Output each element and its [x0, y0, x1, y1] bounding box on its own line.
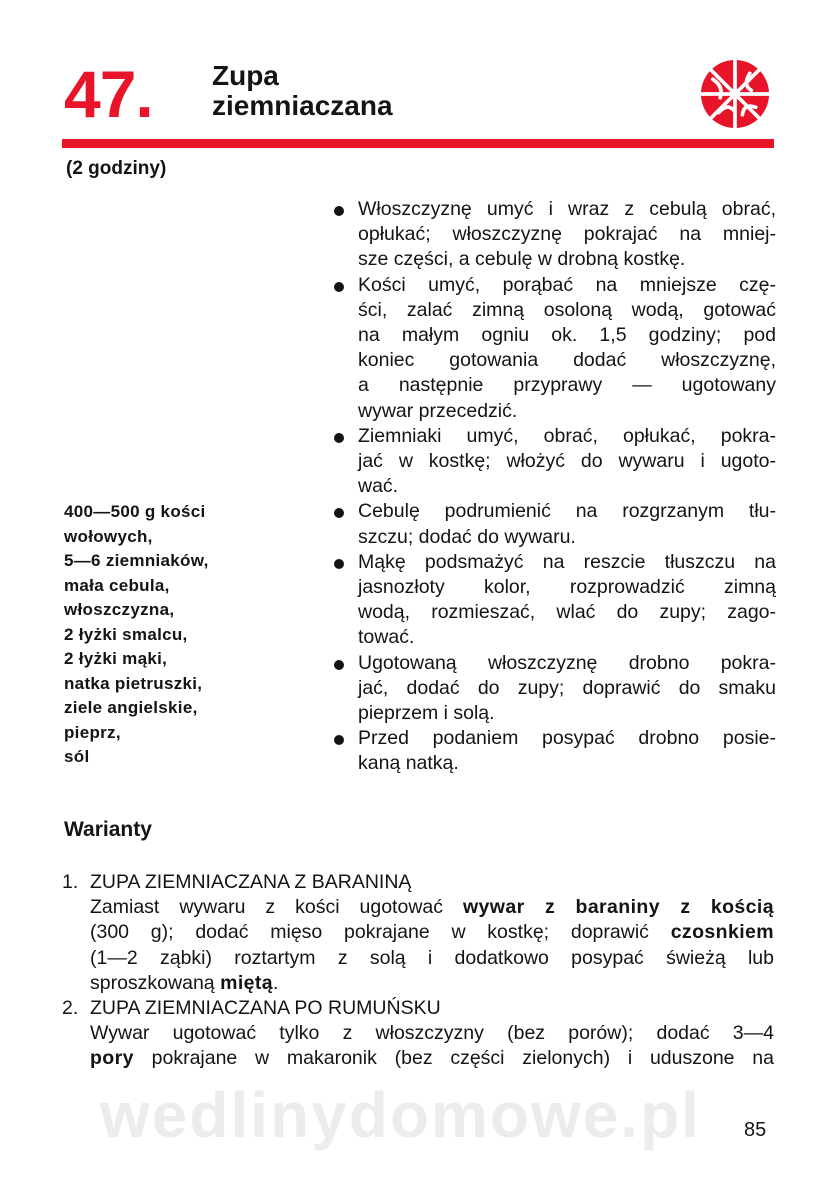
step-line: szczu; dodać do wywaru.	[358, 525, 576, 548]
variant-text: (300 g); dodać mięso pokrajane w kostkę; doprawić	[90, 921, 671, 944]
red-divider-bar	[62, 139, 774, 148]
ingredient-line: sól	[64, 747, 90, 766]
step-line: tować.	[358, 626, 415, 649]
watermark-text: wedlinydomowe.pl	[100, 1079, 701, 1151]
step-line: pieprzem i solą.	[358, 702, 495, 725]
preparation-steps	[332, 197, 776, 777]
step-line: wywar przecedzić.	[358, 399, 518, 422]
recipe-title	[212, 61, 393, 121]
step-line: ści, zalać zimną osoloną wodą, gotować	[358, 298, 776, 321]
ingredient-line: wołowych,	[64, 526, 153, 546]
variant-text: Zamiast wywaru z kości ugotować	[90, 896, 463, 919]
cooking-duration: (2 godziny)	[66, 158, 167, 179]
step-line: koniec gotowania dodać włoszczyznę,	[358, 349, 776, 372]
variant-line	[90, 1046, 774, 1071]
step-line: Ziemniaki umyć, obrać, opłukać, pokra-	[358, 424, 776, 447]
step-line: Cebulę podrumienić na rozgrzanym tłu-	[358, 500, 776, 523]
ingredient-line: włoszczyzna,	[64, 600, 175, 619]
step-line: Mąkę podsmażyć na reszcie tłuszczu na	[358, 550, 776, 573]
variant-description	[62, 895, 774, 996]
recipe-header	[62, 55, 774, 147]
step-line: opłukać; włoszczyznę pokrajać na mniej-	[358, 223, 776, 246]
step-line: Włoszczyznę umyć i wraz z cebulą obrać,	[358, 198, 776, 220]
variant-line	[90, 971, 774, 996]
variant-title	[62, 870, 774, 895]
page-number: 85	[744, 1119, 767, 1141]
ingredient-line: 5—6 ziemniaków,	[64, 551, 209, 570]
ingredient-line: mała cebula,	[64, 575, 170, 595]
variant-emphasis: miętą	[220, 971, 274, 994]
variant-emphasis: czosnkiem	[670, 921, 774, 944]
ingredients-list	[64, 500, 324, 770]
variant-number: 2.	[62, 997, 79, 1020]
step-line: a następnie przyprawy — ugotowany	[358, 374, 776, 397]
ingredient-line: pieprz,	[64, 722, 121, 742]
step-line: jać, dodać do zupy; doprawić do smaku	[358, 676, 776, 699]
preparation-step	[332, 197, 776, 273]
red-flower-symbol-icon	[698, 57, 772, 131]
variant-line	[90, 895, 774, 920]
step-line: Ugotowaną włoszczyznę drobno pokra-	[358, 651, 776, 674]
step-line: wać.	[358, 475, 399, 498]
recipe-title-line-1: Zupa	[212, 60, 279, 91]
step-line: jać w kostkę; włożyć do wywaru i ugoto-	[358, 450, 776, 473]
step-line: Przed podaniem posypać drobno posie-	[358, 727, 776, 750]
variant-title-text: ZUPA ZIEMNIACZANA PO RUMUŃSKU	[90, 997, 441, 1020]
ingredient-line: ziele angielskie,	[64, 698, 198, 717]
preparation-step	[332, 273, 776, 424]
variant-text: pokrajane w makaronik (bez części zielonych) i uduszone na	[133, 1047, 774, 1070]
variant-item	[62, 996, 774, 1072]
variant-text: .	[273, 971, 279, 994]
variants-heading: Warianty	[64, 818, 152, 841]
variants-list	[62, 870, 774, 1072]
step-line: na małym ogniu ok. 1,5 godziny; pod	[358, 324, 776, 347]
preparation-step	[332, 424, 776, 500]
variant-description	[62, 1021, 774, 1071]
variant-emphasis: wywar z baraniny z kością	[462, 896, 774, 919]
recipe-number: 47.	[64, 57, 153, 131]
variant-item	[62, 870, 774, 996]
ingredient-line: 400—500 g kości	[64, 502, 206, 521]
preparation-step	[332, 651, 776, 727]
ingredient-line: 2 łyżki mąki,	[64, 649, 168, 668]
variant-text: sproszkowaną	[90, 971, 221, 994]
ingredient-line: natka pietruszki,	[64, 673, 203, 693]
variant-line: Wywar ugotować tylko z włoszczyzny (bez porów); dodać 3—4	[90, 1022, 774, 1045]
variant-number: 1.	[62, 871, 79, 893]
preparation-step	[332, 550, 776, 651]
step-line: kaną natką.	[358, 752, 459, 775]
variant-line	[90, 920, 774, 945]
variant-title	[62, 996, 774, 1021]
step-line: jasnozłoty kolor, rozprowadzić zimną	[358, 576, 776, 599]
recipe-title-line-2: ziemniaczana	[212, 90, 393, 121]
variant-line: (1—2 ząbki) roztartym z solą i dodatkowo posypać świeżą lub	[90, 946, 774, 969]
step-line: Kości umyć, porąbać na mniejsze czę-	[358, 273, 776, 296]
ingredient-line: 2 łyżki smalcu,	[64, 624, 188, 644]
preparation-step	[332, 499, 776, 549]
step-line: wodą, rozmieszać, wlać do zupy; zago-	[358, 601, 776, 624]
variant-emphasis: pory	[90, 1047, 134, 1070]
step-line: sze części, a cebulę w drobną kostkę.	[358, 248, 686, 271]
variant-title-text: ZUPA ZIEMNIACZANA Z BARANINĄ	[90, 871, 412, 893]
preparation-step	[332, 726, 776, 776]
